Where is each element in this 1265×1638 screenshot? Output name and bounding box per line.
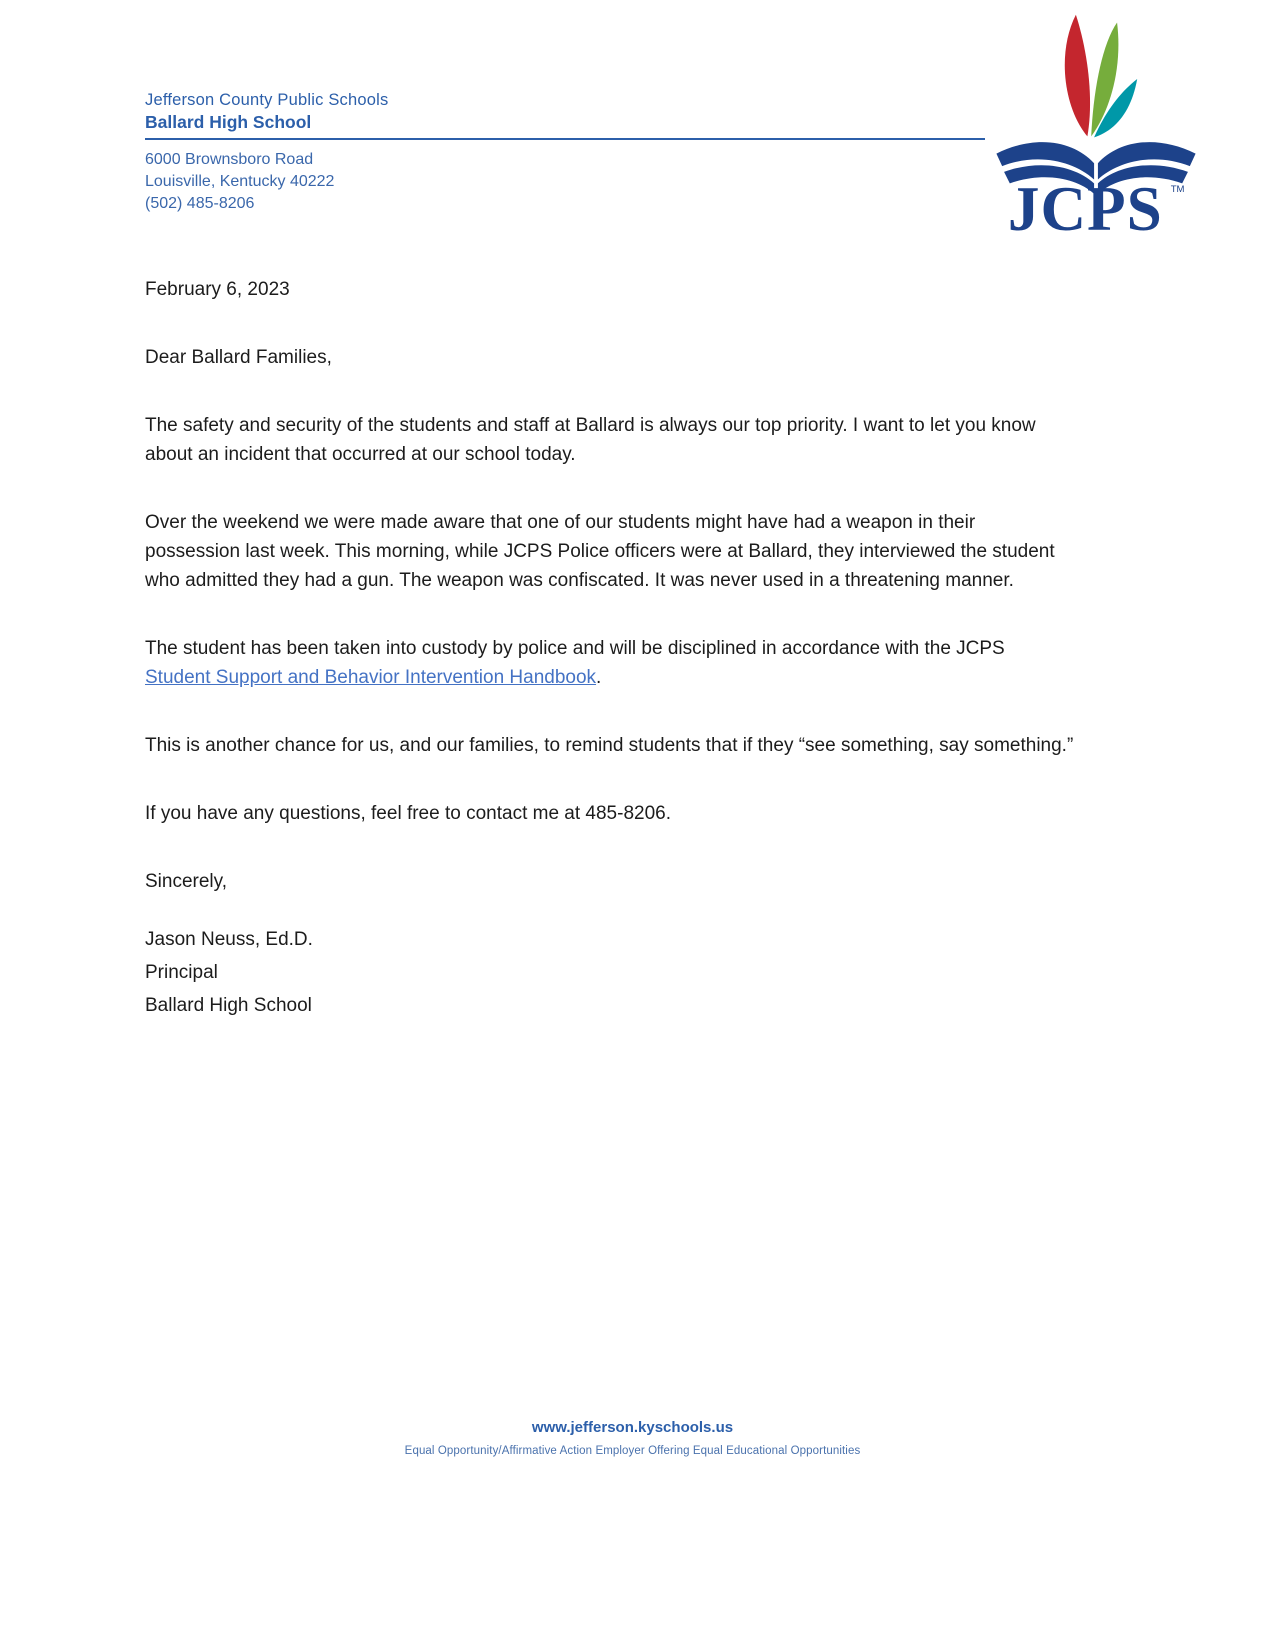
flame-red-icon xyxy=(1065,15,1090,137)
paragraph-2: Over the weekend we were made aware that one of our students might have had a weapon in their possession last week. This morning, while JCPS Police officers were at Ballard, they interviewed the student who admitted they had a gun. The weapon was confiscated. It was never used in a threatening manner. xyxy=(145,512,1055,591)
salutation: Dear Ballard Families, xyxy=(145,347,332,368)
paragraph-3-text: The student has been taken into custody by police and will be disciplined in accordance with the JCPS xyxy=(145,638,1005,659)
jcps-logo xyxy=(993,10,1199,236)
closing: Sincerely, xyxy=(145,871,228,892)
letterhead-text-block xyxy=(145,90,985,215)
paragraph-3-period: . xyxy=(596,667,602,688)
paragraph-5: If you have any questions, feel free to contact me at 485-8206. xyxy=(145,803,671,824)
jcps-logo-graphic xyxy=(993,10,1199,236)
logo-tm: TM xyxy=(1170,183,1185,195)
paragraph-1: The safety and security of the students and staff at Ballard is always our top priority. I want to let you know about an incident that occurred at our school today. xyxy=(145,415,1036,465)
paragraph-3 xyxy=(145,634,1075,692)
school-name: Ballard High School xyxy=(145,112,312,132)
letterhead xyxy=(0,0,1265,236)
website-link[interactable]: www.jefferson.kyschools.us xyxy=(531,1419,734,1436)
eeo-statement: Equal Opportunity/Affirmative Action Employer Offering Equal Educational Opportunities xyxy=(404,1445,861,1457)
letter-date: February 6, 2023 xyxy=(145,279,290,300)
logo-wordmark: JCPS xyxy=(1007,174,1163,236)
signature-name: Jason Neuss, Ed.D. xyxy=(145,929,313,950)
address-line-2: Louisville, Kentucky 40222 xyxy=(145,173,335,190)
letter-body xyxy=(0,215,1265,1022)
signature-block xyxy=(145,923,1075,1022)
signature-title: Principal xyxy=(145,962,218,983)
letterhead-divider xyxy=(145,138,985,140)
paragraph-4: This is another chance for us, and our families, to remind students that if they “see something, say something.” xyxy=(145,735,1074,756)
phone-number: (502) 485-8206 xyxy=(145,195,255,212)
district-name: Jefferson County Public Schools xyxy=(145,91,389,109)
address-line-1: 6000 Brownsboro Road xyxy=(145,151,314,168)
signature-org: Ballard High School xyxy=(145,995,312,1016)
handbook-link[interactable]: Student Support and Behavior Intervention Handbook xyxy=(145,667,597,688)
page-footer xyxy=(0,1418,1265,1459)
